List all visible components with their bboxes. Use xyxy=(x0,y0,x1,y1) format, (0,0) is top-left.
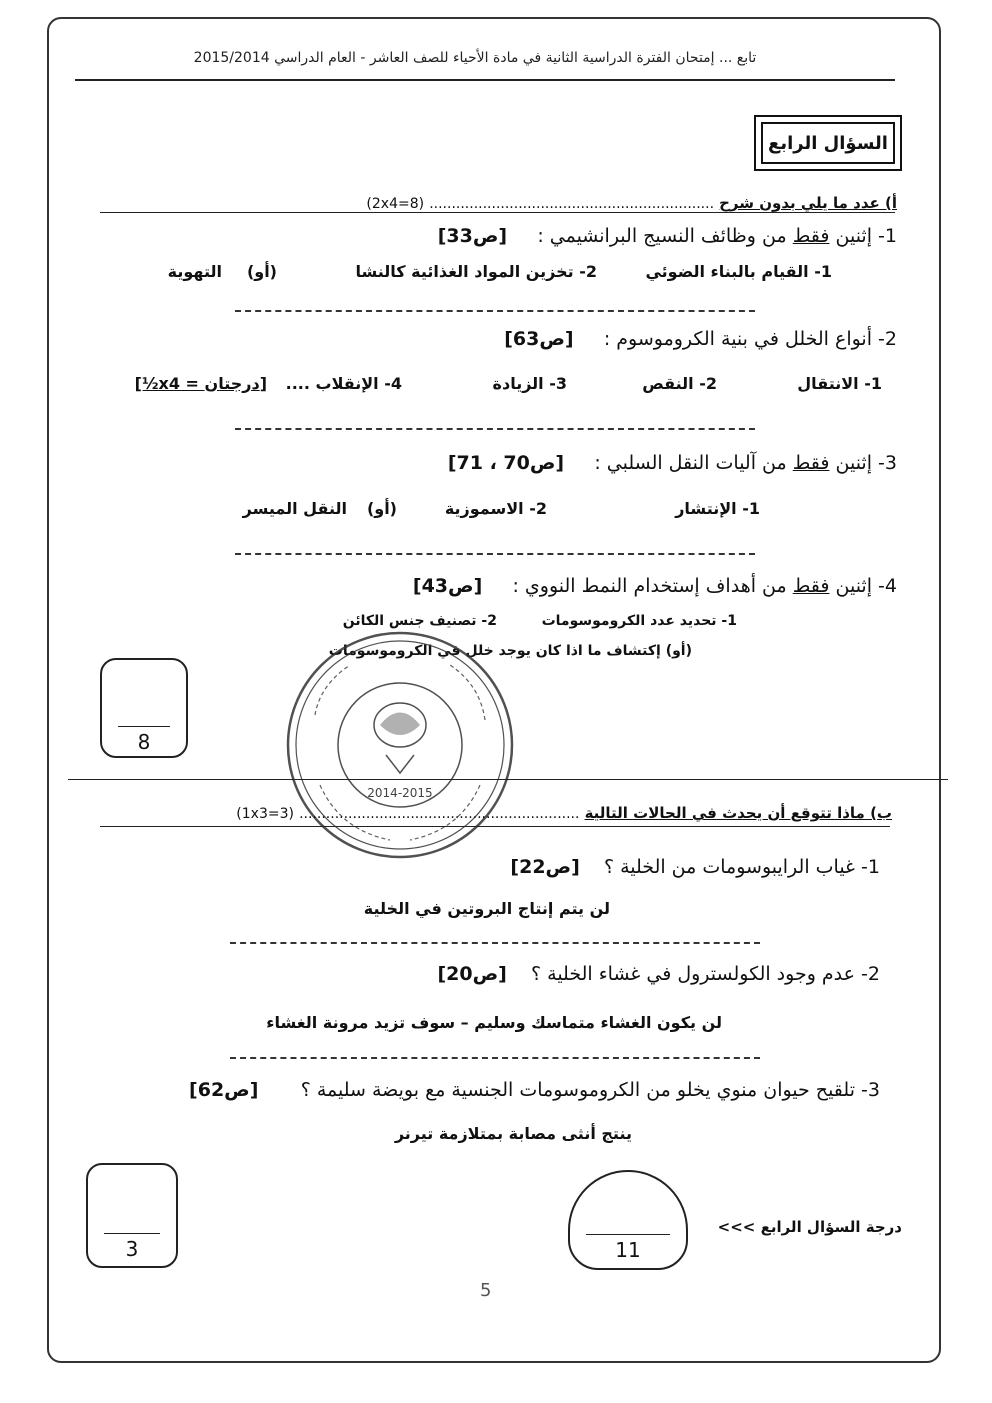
question-number: 3- xyxy=(861,1079,880,1101)
page-reference: [ص70 ، 71] xyxy=(447,452,565,474)
section-a-score: 8 xyxy=(137,730,151,754)
answer-b2: لن يكون الغشاء متماسك وسليم – سوف تزيد مرونة الغشاء xyxy=(266,1013,722,1032)
official-stamp xyxy=(280,625,520,865)
answer-a2-3: 3- الزيادة xyxy=(492,374,567,393)
answer-a1-3: التهوية xyxy=(167,262,222,281)
answer-a3-1: 1- الإنتشار xyxy=(675,499,760,518)
question-text: إثنين xyxy=(835,452,872,474)
separator xyxy=(235,310,755,312)
question-emphasis: فقط xyxy=(792,452,830,474)
answer-a1-or: (أو) xyxy=(246,262,277,281)
page-reference: [ص22] xyxy=(510,856,580,878)
page-reference: [ص20] xyxy=(437,963,507,985)
question-a1 xyxy=(438,225,897,247)
section-b-marks: (3=1x3) xyxy=(236,806,294,822)
separator xyxy=(235,553,755,555)
question-number: 1- xyxy=(878,225,897,247)
question-text: عدم وجود الكولسترول في غشاء الخلية ؟ xyxy=(531,963,855,985)
question-title: السؤال الرابع xyxy=(761,122,895,164)
question-title-box xyxy=(754,115,902,171)
separator xyxy=(230,1057,760,1059)
section-a-heading-row xyxy=(97,193,897,212)
header-rule xyxy=(75,79,895,81)
answer-b1: لن يتم إنتاج البروتين في الخلية xyxy=(363,899,610,918)
section-a-heading: أ) عدد ما يلي بدون شرح xyxy=(719,194,897,212)
section-a-dots: ................................................................ xyxy=(429,196,715,212)
answer-a2-1: 1- الانتقال xyxy=(797,374,882,393)
question-a3 xyxy=(448,452,897,474)
answer-a2-2: 2- النقص xyxy=(642,374,717,393)
exam-header: تابع ... إمتحان الفترة الدراسية الثانية في مادة الأحياء للصف العاشر - العام الدراسي 2015/2014 xyxy=(193,50,757,66)
grade-note: [½x4 = درجتان] xyxy=(134,374,267,393)
question-number: 2- xyxy=(878,328,897,350)
section-divider xyxy=(68,779,948,780)
question-b2 xyxy=(437,963,880,985)
page-number: 5 xyxy=(480,1280,492,1301)
question-b3 xyxy=(189,1079,880,1101)
section-b-rule xyxy=(100,826,890,827)
answer-a2-4: 4- الإنقلاب .... xyxy=(285,374,402,393)
answer-a1-1: 1- القيام بالبناء الضوئي xyxy=(645,262,832,281)
question-a4 xyxy=(413,575,897,597)
question-number: 1- xyxy=(861,856,880,878)
question-text: غياب الرايبوسومات من الخلية ؟ xyxy=(603,856,855,878)
score-line xyxy=(104,1233,160,1234)
question-number: 3- xyxy=(878,452,897,474)
question-text: أنواع الخلل في بنية الكروموسوم : xyxy=(603,328,872,350)
question-text: تلقيح حيوان منوي يخلو من الكروموسومات الجنسية مع بويضة سليمة ؟ xyxy=(300,1079,855,1101)
question-number: 2- xyxy=(861,963,880,985)
question-text: إثنين xyxy=(835,575,872,597)
section-b-heading-row xyxy=(92,803,892,822)
section-b-heading: ب) ماذا تتوقع أن يحدث في الحالات التالية xyxy=(584,804,892,822)
page-reference: [ص33] xyxy=(437,225,508,247)
page-reference: [ص43] xyxy=(412,575,483,597)
section-b-score: 3 xyxy=(125,1237,139,1261)
answer-a4-2: 2- تصنيف جنس الكائن xyxy=(342,613,497,629)
page-reference: [ص63] xyxy=(504,328,574,350)
answer-a1-2: 2- تخزين المواد الغذائية كالنشا xyxy=(355,262,597,281)
question-text: من أهداف إستخدام النمط النووي : xyxy=(512,575,787,597)
answer-a4-3: (أو) إكتشاف ما اذا كان يوجد خلل في الكروموسومات xyxy=(328,643,692,659)
question-a2 xyxy=(504,328,897,350)
section-a-score-box xyxy=(100,658,188,758)
question-number: 4- xyxy=(878,575,897,597)
answer-a3-or: (أو) xyxy=(366,499,397,518)
score-line xyxy=(118,726,170,727)
separator xyxy=(235,428,755,430)
question-emphasis: فقط xyxy=(792,575,830,597)
answer-b3: ينتج أنثى مصابة بمتلازمة تيرنر xyxy=(394,1124,632,1143)
total-label: درجة السؤال الرابع >>> xyxy=(717,1218,902,1236)
answer-a3-2: 2- الاسموزية xyxy=(444,499,547,518)
total-score: 11 xyxy=(615,1238,641,1262)
answer-a3-3: النقل الميسر xyxy=(242,499,347,518)
answer-a4-1: 1- تحديد عدد الكروموسومات xyxy=(541,613,737,629)
score-line xyxy=(586,1234,670,1235)
question-text: من آليات النقل السلبي : xyxy=(594,452,787,474)
section-b-dots: ............................................................... xyxy=(299,806,580,822)
question-text: إثنين xyxy=(835,225,872,247)
emblem-icon xyxy=(374,703,426,773)
section-a-rule xyxy=(100,212,895,213)
page-reference: [ص62] xyxy=(189,1079,259,1101)
question-text: من وظائف النسيج البرانشيمي : xyxy=(537,225,787,247)
section-b-score-box xyxy=(86,1163,178,1268)
question-emphasis: فقط xyxy=(792,225,830,247)
section-a-marks: (8=2x4) xyxy=(366,196,425,212)
question-b1 xyxy=(510,856,880,878)
separator xyxy=(230,942,760,944)
stamp-year: 2014-2015 xyxy=(367,786,433,800)
